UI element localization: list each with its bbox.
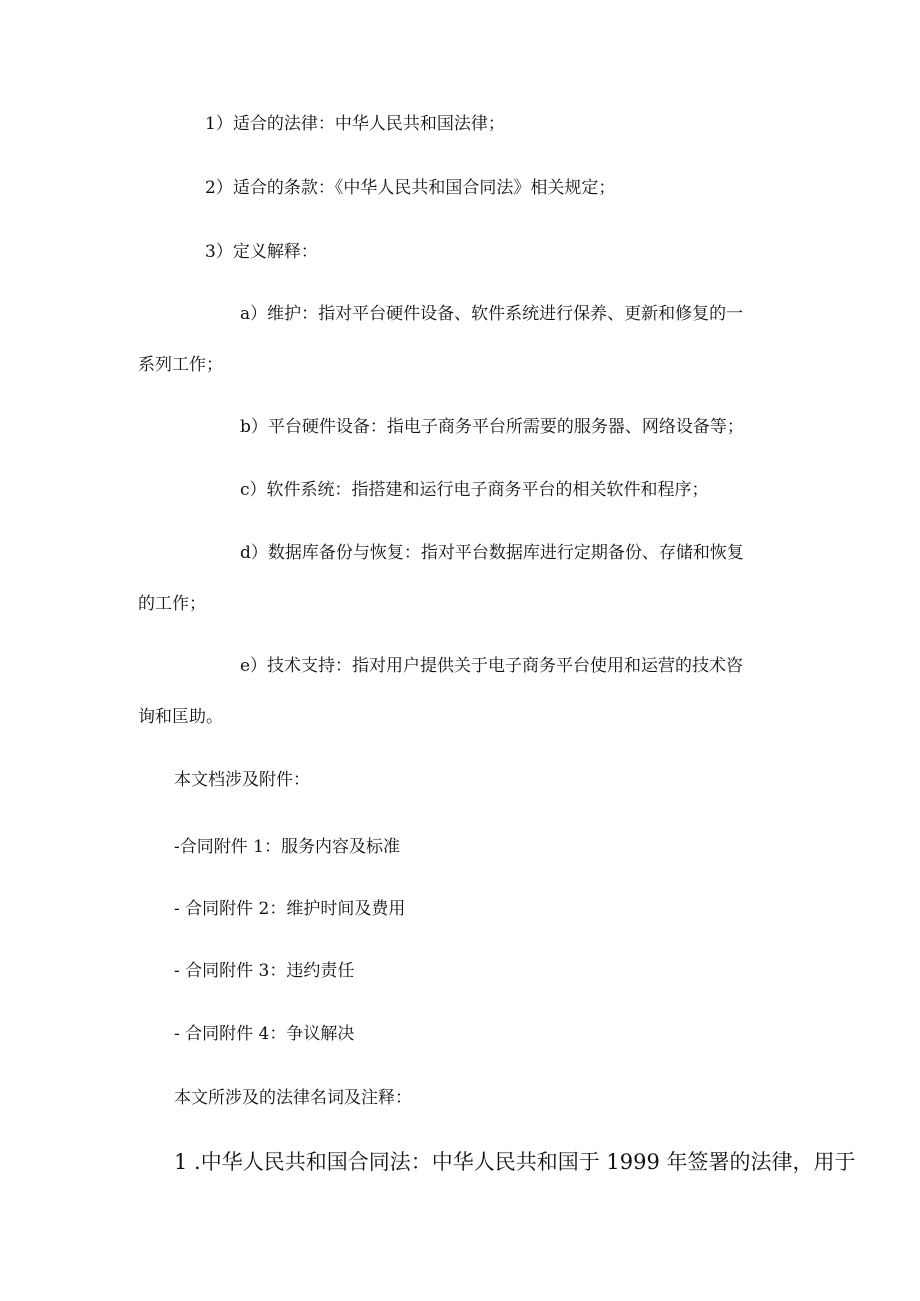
definition-maintenance-continued: 系列工作；: [138, 355, 223, 375]
definition-maintenance: a）维护：指对平台硬件设备、软件系统进行保养、更新和修复的一: [240, 304, 744, 324]
definition-heading: 3）定义解释：: [205, 242, 318, 262]
definition-software: c）软件系统：指搭建和运行电子商务平台的相关软件和程序；: [240, 480, 709, 500]
legal-term-item: 1 .中华人民共和国合同法：中华人民共和国于 1999 年签署的法律，用于: [174, 1150, 856, 1174]
attachment-item: -合同附件 1：服务内容及标准: [174, 837, 400, 857]
definition-database: d）数据库备份与恢复：指对平台数据库进行定期备份、存储和恢复: [240, 543, 744, 563]
definition-database-continued: 的工作；: [138, 594, 206, 614]
applicable-clause: 2）适合的条款：《中华人民共和国合同法》相关规定；: [205, 178, 616, 198]
attachment-item: - 合同附件 4：争议解决: [174, 1024, 355, 1044]
attachments-heading: 本文档涉及附件：: [174, 770, 310, 790]
definition-support-continued: 询和匡助。: [138, 707, 223, 727]
attachment-item: - 合同附件 3：违约责任: [174, 961, 355, 981]
definition-support: e）技术支持：指对用户提供关于电子商务平台使用和运营的技术咨: [240, 656, 744, 676]
definition-hardware: b）平台硬件设备：指电子商务平台所需要的服务器、网络设备等；: [240, 417, 744, 437]
attachment-item: - 合同附件 2：维护时间及费用: [174, 899, 406, 919]
applicable-law: 1）适合的法律：中华人民共和国法律；: [205, 114, 505, 134]
legal-terms-heading: 本文所涉及的法律名词及注释：: [174, 1088, 412, 1108]
